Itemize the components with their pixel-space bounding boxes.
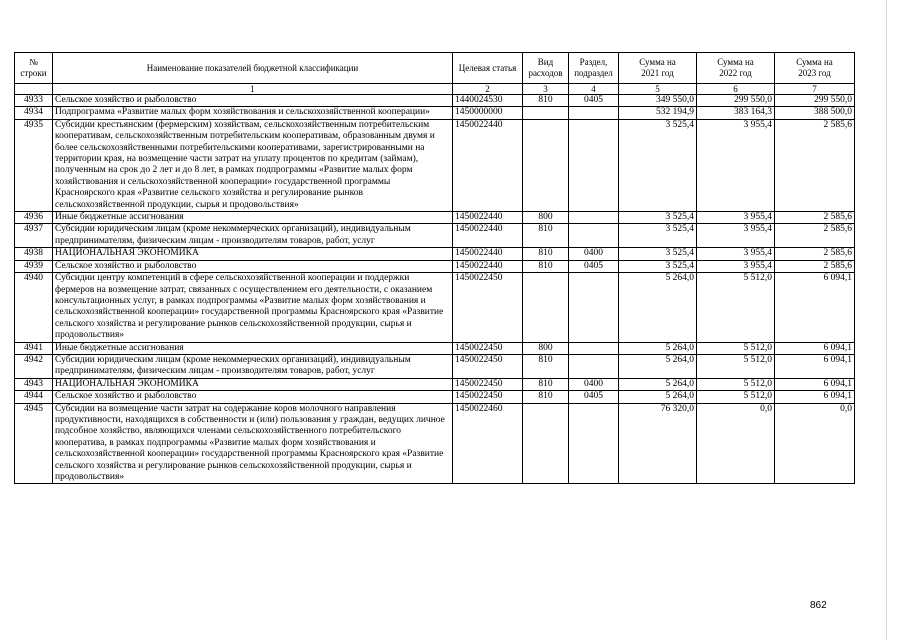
row-2023: 299 550,0 <box>775 95 855 107</box>
row-number: 4933 <box>15 95 53 107</box>
row-name: НАЦИОНАЛЬНАЯ ЭКОНОМИКА <box>53 378 453 390</box>
table-row <box>15 354 855 378</box>
column-number: 1 <box>53 84 453 95</box>
row-2022: 3 955,4 <box>697 224 775 248</box>
row-section: 0400 <box>569 248 619 260</box>
row-2023: 6 094,1 <box>775 378 855 390</box>
header-row-no: № строки <box>15 53 53 84</box>
row-target: 1450022440 <box>453 224 523 248</box>
table-row <box>15 248 855 260</box>
table-row <box>15 224 855 248</box>
row-kind: 810 <box>523 354 569 378</box>
row-section <box>569 273 619 342</box>
row-section <box>569 224 619 248</box>
row-target: 1450022440 <box>453 260 523 272</box>
row-target: 1450022450 <box>453 391 523 403</box>
row-section: 0405 <box>569 95 619 107</box>
row-2023: 2 585,6 <box>775 212 855 224</box>
row-2023: 2 585,6 <box>775 260 855 272</box>
row-2023: 6 094,1 <box>775 391 855 403</box>
row-2023: 2 585,6 <box>775 248 855 260</box>
row-2022: 383 164,3 <box>697 107 775 119</box>
row-number: 4944 <box>15 391 53 403</box>
row-2022: 299 550,0 <box>697 95 775 107</box>
table-row <box>15 378 855 390</box>
row-2022: 5 512,0 <box>697 354 775 378</box>
row-2021: 76 320,0 <box>619 403 697 484</box>
row-2022: 0,0 <box>697 403 775 484</box>
row-name: Иные бюджетные ассигнования <box>53 342 453 354</box>
row-kind: 800 <box>523 212 569 224</box>
row-2021: 5 264,0 <box>619 391 697 403</box>
row-target: 1450022450 <box>453 354 523 378</box>
row-number: 4939 <box>15 260 53 272</box>
header-kind: Вид расходов <box>523 53 569 84</box>
column-number: 3 <box>523 84 569 95</box>
row-target: 1450022440 <box>453 119 523 211</box>
row-2022: 3 955,4 <box>697 119 775 211</box>
row-section <box>569 342 619 354</box>
row-2022: 3 955,4 <box>697 248 775 260</box>
row-kind: 810 <box>523 224 569 248</box>
page-number: 862 <box>810 600 827 611</box>
row-name: Субсидии юридическим лицам (кроме некоммерческих организаций), индивидуальным предпринимателям, физическим лицам - производителям товаров, работ, услуг <box>53 354 453 378</box>
column-number-row <box>15 84 855 95</box>
header-2023: Сумма на 2023 год <box>775 53 855 84</box>
row-section <box>569 354 619 378</box>
table-row <box>15 273 855 342</box>
column-number: 7 <box>775 84 855 95</box>
row-name: Субсидии на возмещение части затрат на содержание коров молочного направления продуктивности, находящихся в собственности и (или) пользования у граждан, ведущих личное подсобное хозяйство, являющихся членами сельскохозяйственного потребительского кооператива, в рамках подпрограммы «Развитие малых форм хозяйствования и сельскохозяйственной кооперации» государственной программы Красноярского края «Развитие сельского хозяйства и регулирование рынков сельскохозяйственной продукции, сырья и продовольствия» <box>53 403 453 484</box>
row-section <box>569 212 619 224</box>
row-number: 4941 <box>15 342 53 354</box>
row-section <box>569 107 619 119</box>
row-section <box>569 119 619 211</box>
row-2021: 5 264,0 <box>619 273 697 342</box>
row-number: 4934 <box>15 107 53 119</box>
row-2021: 5 264,0 <box>619 342 697 354</box>
row-2023: 6 094,1 <box>775 342 855 354</box>
row-section <box>569 403 619 484</box>
table-row <box>15 119 855 211</box>
row-number: 4938 <box>15 248 53 260</box>
row-target: 1450022450 <box>453 273 523 342</box>
row-number: 4936 <box>15 212 53 224</box>
row-number: 4943 <box>15 378 53 390</box>
row-number: 4940 <box>15 273 53 342</box>
row-2021: 5 264,0 <box>619 354 697 378</box>
table-row <box>15 391 855 403</box>
row-2022: 3 955,4 <box>697 260 775 272</box>
row-kind: 810 <box>523 378 569 390</box>
row-2022: 5 512,0 <box>697 342 775 354</box>
row-2021: 3 525,4 <box>619 260 697 272</box>
header-2021: Сумма на 2021 год <box>619 53 697 84</box>
row-name: Сельское хозяйство и рыболовство <box>53 391 453 403</box>
row-number: 4942 <box>15 354 53 378</box>
header-2022: Сумма на 2022 год <box>697 53 775 84</box>
row-kind: 810 <box>523 95 569 107</box>
row-2021: 349 550,0 <box>619 95 697 107</box>
budget-document <box>14 52 854 484</box>
row-target: 1450022440 <box>453 248 523 260</box>
budget-table <box>14 52 855 484</box>
table-row <box>15 260 855 272</box>
row-target: 1450022440 <box>453 212 523 224</box>
row-kind: 810 <box>523 260 569 272</box>
row-name: Сельское хозяйство и рыболовство <box>53 260 453 272</box>
row-name: Субсидии юридическим лицам (кроме некоммерческих организаций), индивидуальным предпринимателям, физическим лицам - производителям товаров, работ, услуг <box>53 224 453 248</box>
row-kind <box>523 119 569 211</box>
table-row <box>15 403 855 484</box>
row-name: НАЦИОНАЛЬНАЯ ЭКОНОМИКА <box>53 248 453 260</box>
table-row <box>15 95 855 107</box>
row-target: 1450022450 <box>453 378 523 390</box>
row-number: 4937 <box>15 224 53 248</box>
row-2023: 2 585,6 <box>775 119 855 211</box>
row-2023: 0,0 <box>775 403 855 484</box>
row-target: 1450022460 <box>453 403 523 484</box>
row-name: Сельское хозяйство и рыболовство <box>53 95 453 107</box>
row-kind <box>523 107 569 119</box>
header-target: Целевая статья <box>453 53 523 84</box>
row-2022: 3 955,4 <box>697 212 775 224</box>
row-target: 1450000000 <box>453 107 523 119</box>
row-2021: 3 525,4 <box>619 212 697 224</box>
row-number: 4945 <box>15 403 53 484</box>
column-number: 2 <box>453 84 523 95</box>
table-row <box>15 107 855 119</box>
row-2021: 532 194,9 <box>619 107 697 119</box>
row-2021: 5 264,0 <box>619 378 697 390</box>
row-kind: 810 <box>523 391 569 403</box>
row-2021: 3 525,4 <box>619 224 697 248</box>
header-section: Раздел, подраздел <box>569 53 619 84</box>
row-2023: 388 500,0 <box>775 107 855 119</box>
table-row <box>15 342 855 354</box>
row-2023: 6 094,1 <box>775 354 855 378</box>
header-row <box>15 53 855 84</box>
row-2022: 5 512,0 <box>697 273 775 342</box>
row-section: 0405 <box>569 391 619 403</box>
table-row <box>15 212 855 224</box>
header-name: Наименование показателей бюджетной классификации <box>53 53 453 84</box>
row-section: 0405 <box>569 260 619 272</box>
row-2022: 5 512,0 <box>697 391 775 403</box>
column-number: 6 <box>697 84 775 95</box>
row-name: Субсидии крестьянским (фермерским) хозяйствам, сельскохозяйственным потребительским кооперативам, сельскохозяйственным потребительским кооперативам, образованным двумя и более сельскохозяйственными потребительскими кооперативами, зарегистрированными на территории края, на возмещение части затрат на уплату процентов по кредитам (займам), полученным на срок до 2 лет и до 8 лет, в рамках подпрограммы «Развитие малых форм хозяйствования и сельскохозяйственной кооперации» государственной программы Красноярского края «Развитие сельского хозяйства и регулирование рынков сельскохозяйственной продукции, сырья и продовольствия» <box>53 119 453 211</box>
row-2023: 2 585,6 <box>775 224 855 248</box>
row-section: 0400 <box>569 378 619 390</box>
scan-edge-line <box>886 0 887 640</box>
row-name: Иные бюджетные ассигнования <box>53 212 453 224</box>
row-target: 1450022450 <box>453 342 523 354</box>
row-kind <box>523 403 569 484</box>
column-number: 4 <box>569 84 619 95</box>
row-target: 1440024530 <box>453 95 523 107</box>
row-2022: 5 512,0 <box>697 378 775 390</box>
row-number: 4935 <box>15 119 53 211</box>
row-name: Подпрограмма «Развитие малых форм хозяйствования и сельскохозяйственной кооперации» <box>53 107 453 119</box>
row-2021: 3 525,4 <box>619 119 697 211</box>
column-number: 5 <box>619 84 697 95</box>
row-2021: 3 525,4 <box>619 248 697 260</box>
row-name: Субсидии центру компетенций в сфере сельскохозяйственной кооперации и поддержки фермеров на возмещение затрат, связанных с осуществлением его деятельности, с оказанием консультационных услуг, в рамках подпрограммы «Развитие малых форм хозяйствования и сельскохозяйственной кооперации» государственной программы Красноярского края «Развитие сельского хозяйства и регулирование рынков сельскохозяйственной продукции, сырья и продовольствия» <box>53 273 453 342</box>
row-kind: 810 <box>523 248 569 260</box>
row-2023: 6 094,1 <box>775 273 855 342</box>
row-kind <box>523 273 569 342</box>
column-number <box>15 84 53 95</box>
row-kind: 800 <box>523 342 569 354</box>
